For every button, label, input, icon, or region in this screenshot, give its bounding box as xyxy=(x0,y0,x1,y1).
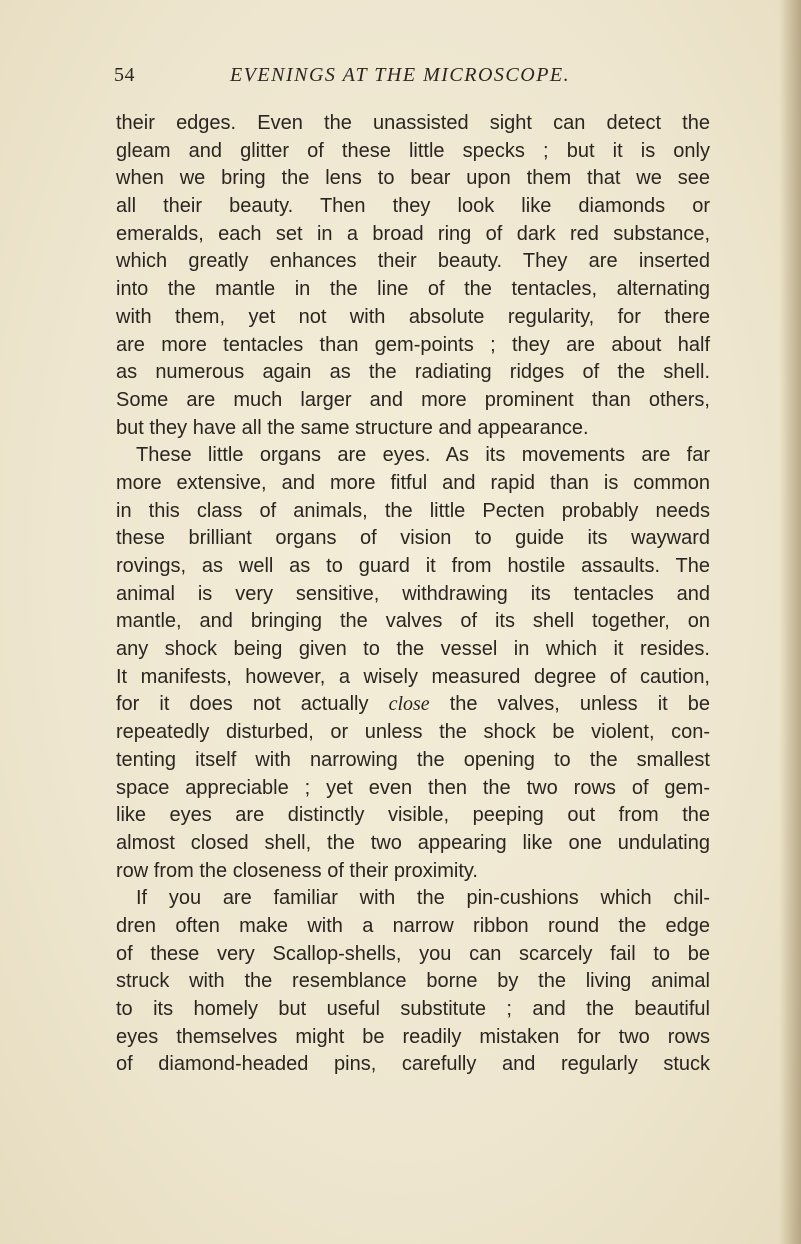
text-line: with them, yet not with absolute regularity, for there xyxy=(116,305,710,328)
text-line: dren often make with a narrow ribbon round the edge xyxy=(116,914,710,937)
page-edge-shadow xyxy=(779,0,801,1244)
text-line: mantle, and bringing the valves of its shell together, on xyxy=(116,610,710,633)
text-line: more extensive, and more fitful and rapid than is common xyxy=(116,471,710,494)
running-title: EVENINGS AT THE MICROSCOPE. xyxy=(230,64,571,86)
text-line: tenting itself with narrowing the opening to the smallest xyxy=(116,748,710,771)
text-line: of these very Scallop-shells, you can scarcely fail to be xyxy=(116,942,710,965)
text-line: These little organs are eyes. As its movements are far xyxy=(136,444,710,467)
text-line: to its homely but useful substitute ; and the beautiful xyxy=(116,998,710,1020)
text-line: struck with the resemblance borne by the living animal xyxy=(116,970,710,993)
page-number: 54 xyxy=(114,64,135,86)
text-line: of diamond-headed pins, carefully and regularly stuck xyxy=(116,1053,710,1076)
text-line: into the mantle in the line of the tentacles, alternating xyxy=(116,278,710,301)
text-fragment: for it does not actually xyxy=(116,693,369,716)
text-fragment: the valves, unless it be xyxy=(449,693,710,716)
text-line: in this class of animals, the little Pecten probably needs xyxy=(116,499,710,522)
text-line: row from the closeness of their proximity. xyxy=(116,859,478,882)
text-line: their edges. Even the unassisted sight can detect the xyxy=(116,112,710,134)
text-line: when we bring the lens to bear upon them that we see xyxy=(116,167,710,190)
text-line: like eyes are distinctly visible, peeping out from the xyxy=(116,804,710,827)
text-line: Some are much larger and more prominent than others, xyxy=(116,388,710,411)
text-line: rovings, as well as to guard it from hostile assaults. The xyxy=(116,555,710,577)
text-line: It manifests, however, a wisely measured degree of caution, xyxy=(116,665,710,688)
text-line: repeatedly disturbed, or unless the shock be violent, con- xyxy=(116,721,710,744)
text-line: space appreciable ; yet even then the two rows of gem- xyxy=(116,776,710,799)
text-line: all their beauty. Then they look like diamonds or xyxy=(116,195,710,218)
text-line: these brilliant organs of vision to guide its wayward xyxy=(116,527,710,550)
italic-word: close xyxy=(388,693,430,716)
text-line xyxy=(116,691,710,719)
text-line: as numerous again as the radiating ridges of the shell. xyxy=(116,361,710,384)
text-line: any shock being given to the vessel in which it resides. xyxy=(116,638,710,661)
text-line: If you are familiar with the pin-cushions which chil- xyxy=(136,887,710,910)
text-line: gleam and glitter of these little specks ; but it is only xyxy=(116,139,710,162)
text-line: emeralds, each set in a broad ring of dark red substance, xyxy=(116,222,710,245)
text-line: almost closed shell, the two appearing like one undulating xyxy=(116,831,710,854)
text-line: which greatly enhances their beauty. They are inserted xyxy=(116,250,710,273)
text-line: are more tentacles than gem-points ; they are about half xyxy=(116,333,710,356)
body-text xyxy=(116,110,710,1079)
page-header xyxy=(0,64,801,94)
text-line: but they have all the same structure and appearance. xyxy=(116,416,589,439)
text-line: eyes themselves might be readily mistaken for two rows xyxy=(116,1025,710,1048)
text-line: animal is very sensitive, withdrawing its tentacles and xyxy=(116,582,710,605)
